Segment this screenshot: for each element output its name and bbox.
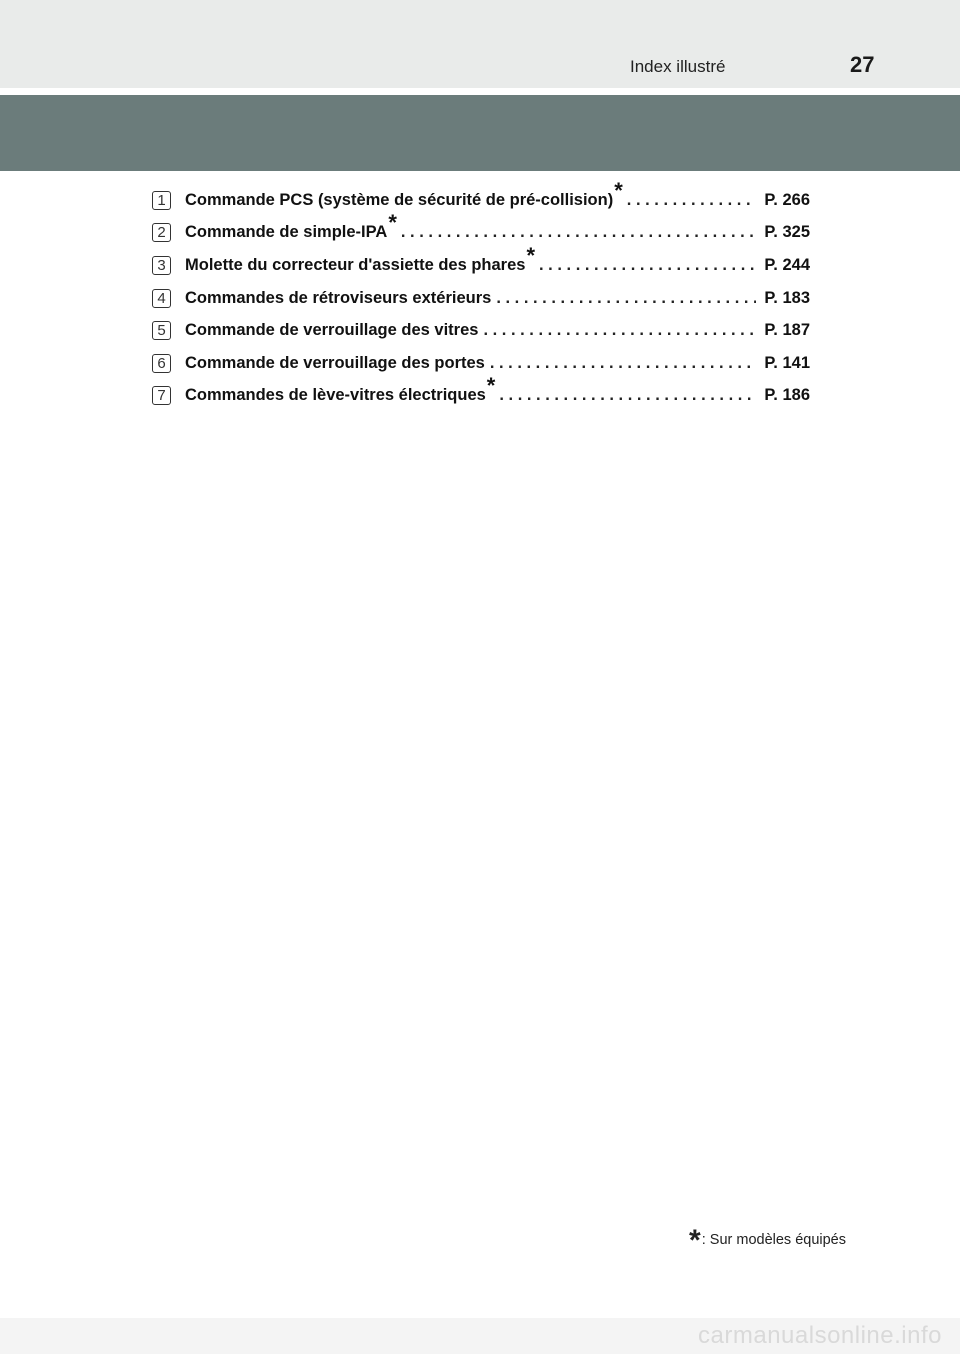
footnote-text: : Sur modèles équipés [701,1232,846,1248]
watermark-strip [0,1318,960,1354]
entry-page-ref[interactable]: P. 325 [764,223,810,242]
entry-number-badge: 7 [152,386,171,405]
asterisk-mark: * [526,242,536,268]
page-number: 27 [850,52,875,77]
index-entry-2[interactable] [150,210,810,250]
dot-leader [499,386,756,405]
entry-label: Commandes de lève-vitres électriques* [185,373,496,405]
entry-page-ref[interactable]: P. 266 [764,190,810,209]
dot-leader [401,223,757,242]
entry-label: Commande de simple-IPA* [185,210,397,242]
entry-label: Molette du correcteur d'assiette des phares* [185,242,536,274]
footnote [689,1218,846,1257]
entry-label: Commandes de rétroviseurs extérieurs [185,288,492,307]
entry-page-ref[interactable]: P. 244 [764,255,810,274]
entry-page-ref[interactable]: P. 187 [764,321,810,340]
entry-number-badge: 2 [152,223,171,242]
index-entry-6[interactable] [150,347,810,380]
asterisk-mark: * [486,373,496,399]
dot-leader [539,256,756,275]
footnote-asterisk: * [689,1224,701,1257]
entry-number-badge: 3 [152,256,171,275]
dot-leader [483,321,756,340]
dot-leader [496,289,756,308]
dot-leader [490,354,757,373]
entry-number-badge: 1 [152,191,171,210]
index-list [150,177,810,412]
asterisk-mark: * [388,210,397,236]
dot-leader [627,191,757,210]
index-entry-7[interactable] [150,373,810,413]
index-entry-5[interactable] [150,314,810,347]
section-title: Index illustré [630,57,726,76]
entry-page-ref[interactable]: P. 183 [764,288,810,307]
entry-number-badge: 6 [152,354,171,373]
index-entry-4[interactable] [150,282,810,315]
watermark-text: carmanualsonline.info [698,1322,942,1349]
entry-label: Commande PCS (système de sécurité de pré-collision)* [185,177,623,209]
header-bar [0,95,960,171]
top-band [0,0,960,88]
index-entry-1[interactable] [150,177,810,217]
entry-page-ref[interactable]: P. 186 [764,386,810,405]
entry-number-badge: 5 [152,321,171,340]
entry-label: Commande de verrouillage des portes [185,353,485,372]
index-entry-3[interactable] [150,242,810,282]
asterisk-mark: * [614,177,623,203]
entry-page-ref[interactable]: P. 141 [764,353,810,372]
entry-label: Commande de verrouillage des vitres [185,321,479,340]
entry-number-badge: 4 [152,289,171,308]
